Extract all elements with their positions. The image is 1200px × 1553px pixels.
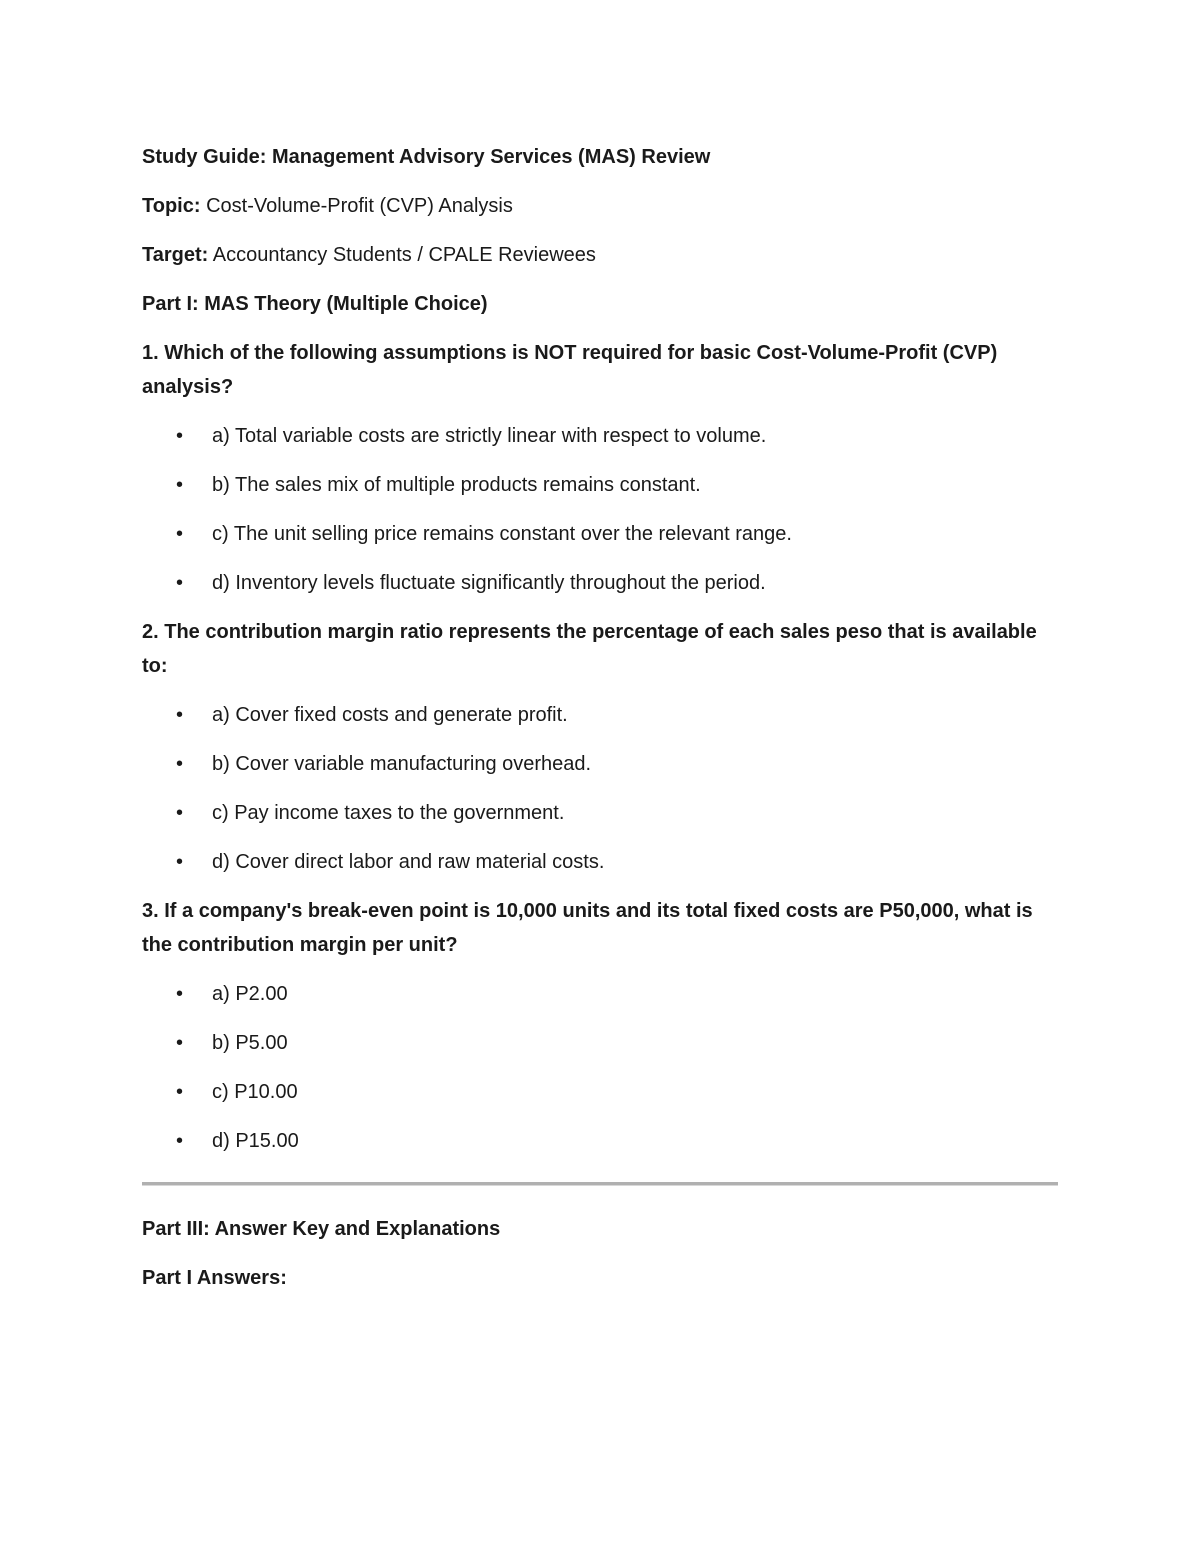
option-text: d) Cover direct labor and raw material costs. — [212, 851, 605, 873]
option-item — [142, 468, 1058, 502]
option-text: d) P15.00 — [212, 1130, 299, 1152]
bullet-icon: • — [176, 1032, 184, 1054]
option-item — [142, 1124, 1058, 1158]
option-item — [142, 747, 1058, 781]
option-text: c) Pay income taxes to the government. — [212, 802, 565, 824]
part3-heading: Part III: Answer Key and Explanations — [142, 1218, 501, 1240]
question-2-options — [142, 698, 1058, 879]
option-text: c) P10.00 — [212, 1081, 298, 1103]
option-item — [142, 1075, 1058, 1109]
option-text: b) The sales mix of multiple products remains constant. — [212, 474, 701, 496]
bullet-icon: • — [176, 704, 184, 726]
part1-heading: Part I: MAS Theory (Multiple Choice) — [142, 293, 488, 315]
option-item — [142, 698, 1058, 732]
target-value: Accountancy Students / CPALE Reviewees — [208, 244, 596, 266]
target-label: Target: — [142, 244, 209, 266]
bullet-icon: • — [176, 1081, 184, 1103]
bullet-icon: • — [176, 1130, 184, 1152]
option-item — [142, 566, 1058, 600]
question-3-options — [142, 977, 1058, 1158]
option-text: a) Total variable costs are strictly linear with respect to volume. — [212, 425, 767, 447]
bullet-icon: • — [176, 753, 184, 775]
bullet-icon: • — [176, 572, 184, 594]
topic-value: Cost-Volume-Profit (CVP) Analysis — [200, 195, 513, 217]
document-content — [142, 140, 1058, 1310]
option-text: a) P2.00 — [212, 983, 288, 1005]
option-item — [142, 1026, 1058, 1060]
option-text: b) Cover variable manufacturing overhead. — [212, 753, 592, 775]
option-item — [142, 419, 1058, 453]
option-text: d) Inventory levels fluctuate significantly throughout the period. — [212, 572, 766, 594]
bullet-icon: • — [176, 983, 184, 1005]
part1-answers-heading: Part I Answers: — [142, 1267, 287, 1289]
option-item — [142, 977, 1058, 1011]
topic-line — [142, 189, 1058, 223]
option-item — [142, 845, 1058, 879]
bullet-icon: • — [176, 474, 184, 496]
question-3: 3. If a company's break-even point is 10,000 units and its total fixed costs are P50,000, what is the contribution margin per unit? — [142, 900, 1033, 956]
option-text: a) Cover fixed costs and generate profit. — [212, 704, 568, 726]
bullet-icon: • — [176, 523, 184, 545]
question-2: 2. The contribution margin ratio represents the percentage of each sales peso that is available to: — [142, 621, 1037, 677]
question-1-options — [142, 419, 1058, 600]
option-text: b) P5.00 — [212, 1032, 288, 1054]
option-text: c) The unit selling price remains constant over the relevant range. — [212, 523, 792, 545]
option-item — [142, 517, 1058, 551]
bullet-icon: • — [176, 425, 184, 447]
bullet-icon: • — [176, 802, 184, 824]
horizontal-rule — [142, 1182, 1058, 1186]
bullet-icon: • — [176, 851, 184, 873]
option-item — [142, 796, 1058, 830]
topic-label: Topic: — [142, 195, 201, 217]
target-line — [142, 238, 1058, 272]
question-1: 1. Which of the following assumptions is NOT required for basic Cost-Volume-Profit (CVP) analysis? — [142, 342, 998, 398]
document-title: Study Guide: Management Advisory Services (MAS) Review — [142, 146, 711, 168]
